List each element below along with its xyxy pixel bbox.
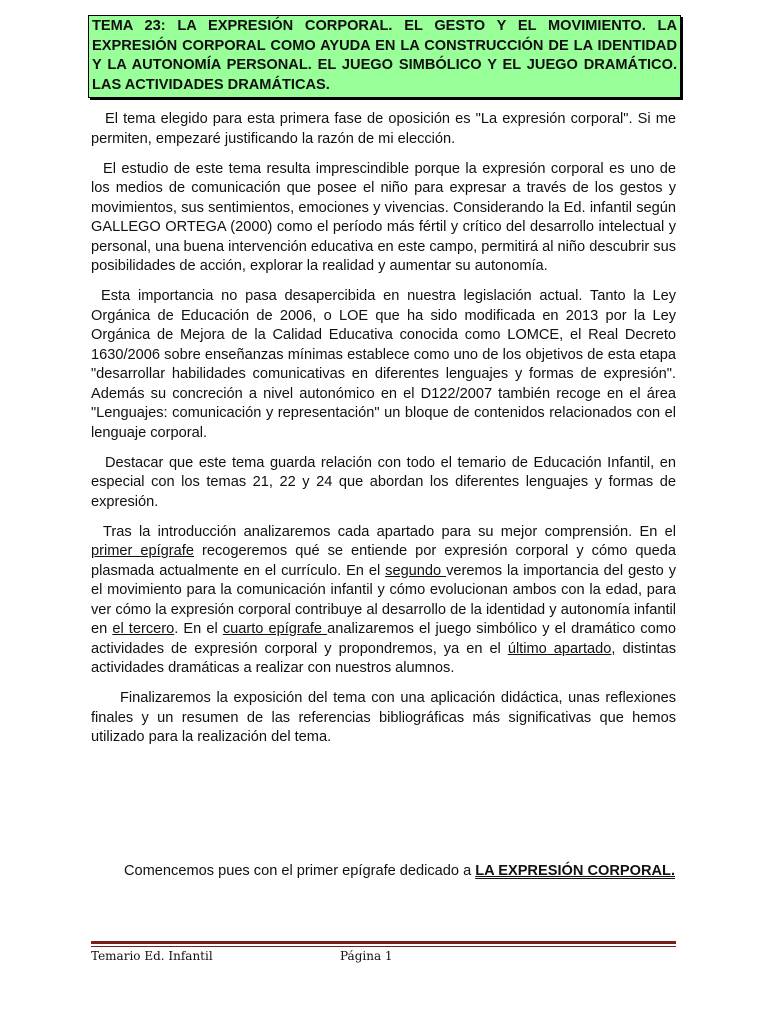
paragraph-justification-text: El estudio de este tema resulta imprescindible porque la expresión corporal es uno de los medios de comunicación que posee el niño para expresar a través de los gestos y movimientos, sus sentimientos, emociones y vivencias. Considerando la Ed. infantil según GALLEGO ORTEGA (2000) como el período más fértil y crítico del desarrollo intelectual y personal, una buena intervención educativa en este campo, permitirá al niño descubrir sus posibilidades de acción, explorar la realidad y aumentar su autonomía. <box>91 160 676 274</box>
paragraph-legislation <box>91 287 676 443</box>
outline-last-section: último apartado <box>507 640 612 657</box>
outline-text-e: analizaremos el juego simbólico y el dramático como actividades de expresión corporal y propondremos, ya en el <box>91 621 676 657</box>
outline-first-section: primer epígrafe <box>91 543 194 559</box>
paragraph-relation <box>91 454 676 513</box>
paragraph-intro-text: El tema elegido para esta primera fase de oposición es "La expresión corporal". Si me permiten, empezaré justificando la razón de mi elección. <box>91 111 676 147</box>
outline-text-b: recogeremos qué se entiende por expresión corporal y cómo queda plasmada actualmente en el currículo. En el <box>91 543 676 579</box>
footer-document-name: Temario Ed. Infantil <box>91 949 213 963</box>
paragraph-intro <box>91 110 676 149</box>
paragraph-conclusion-text: Finalizaremos la exposición del tema con una aplicación didáctica, unas reflexiones finales y un resumen de las referencias bibliográficas más significativas que hemos utilizado para la realización del tema. <box>91 690 676 745</box>
outline-fourth-section: cuarto epígrafe <box>222 621 328 637</box>
footer-rule-thin <box>91 946 676 947</box>
closing-text: Comencemos pues con el primer epígrafe dedicado a <box>124 863 476 879</box>
outline-second-section: segundo <box>385 562 447 579</box>
closing-paragraph <box>91 862 676 882</box>
footer-rule-thick <box>91 941 676 944</box>
paragraph-outline <box>91 523 676 679</box>
outline-text-a: Tras la introducción analizaremos cada apartado para su mejor comprensión. En el <box>103 523 676 540</box>
closing-section-title: LA EXPRESIÓN CORPORAL. <box>475 863 676 879</box>
paragraph-relation-text: Destacar que este tema guarda relación con todo el temario de Educación Infantil, en especial con los temas 21, 22 y 24 que abordan los diferentes lenguajes y formas de expresión. <box>91 454 676 510</box>
topic-title: TEMA 23: LA EXPRESIÓN CORPORAL. EL GESTO Y EL MOVIMIENTO. LA EXPRESIÓN CORPORAL COMO AYUDA EN LA CONSTRUCCIÓN DE LA IDENTIDAD Y LA AUTONOMÍA PERSONAL. EL JUEGO SIMBÓLICO Y EL JUEGO DRAMÁTICO. LAS ACTIVIDADES DRAMÁTICAS. <box>92 18 677 93</box>
footer-page-number: Página 1 <box>340 949 393 963</box>
topic-title-box <box>88 15 681 98</box>
outline-text-d: . En el <box>174 621 223 637</box>
outline-text-f: , distintas actividades dramáticas a realizar con nuestros alumnos. <box>91 640 676 676</box>
outline-third-section: el tercero <box>112 621 175 637</box>
outline-text-c: veremos la importancia del gesto y el movimiento para la comunicación infantil y cómo evolucionan ambos con la edad, para ver cómo la expresión corporal contribuye al desarrollo de la identidad y autonomía infantil en <box>91 562 676 637</box>
paragraph-legislation-text: Esta importancia no pasa desapercibida en nuestra legislación actual. Tanto la Ley Orgánica de Educación de 2006, o LOE que ha sido modificada en 2013 por la Ley Orgánica de Mejora de la Calidad Educativa conocida como LOMCE, el Real Decreto 1630/2006 sobre enseñanzas mínimas establece como uno de los objetivos de esta etapa "desarrollar habilidades comunicativas en diferentes lenguajes y formas de expresión". Además su concreción a nivel autonómico en el D122/2007 también recoge en el área "Lenguajes: comunicación y representación" un bloque de contenidos relacionados con el lenguaje corporal. <box>91 288 676 441</box>
document-body <box>91 110 676 758</box>
paragraph-justification <box>91 160 676 277</box>
paragraph-conclusion <box>91 689 676 748</box>
